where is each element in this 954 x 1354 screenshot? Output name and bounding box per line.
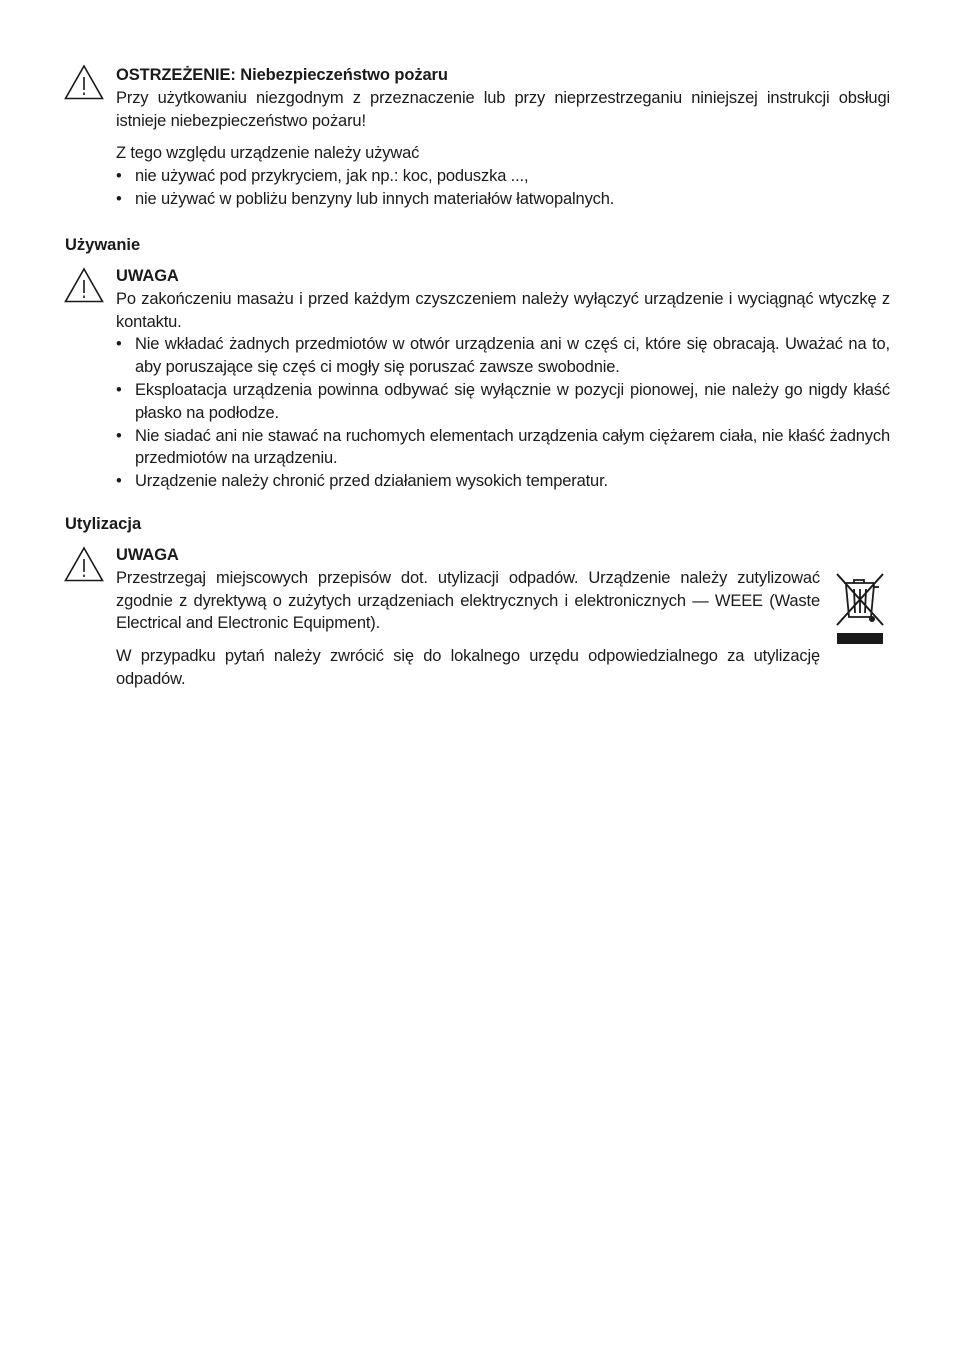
list-item: • Nie siadać ani nie stawać na ruchomych elementach urządzenia całym ciężarem ciała, nie kłaść żadnych przedmiotów na urządzeniu.	[116, 425, 890, 471]
fire-warning-paragraph: Przy użytkowaniu niezgodnym z przeznaczenie lub przy nieprzestrzeganiu niniejszej instrukcji obsługi istnieje niebezpieczeństwo pożaru!	[116, 88, 890, 130]
usage-warning-title: UWAGA	[116, 267, 179, 285]
fire-warning-list	[116, 165, 890, 211]
usage-warning-list	[116, 333, 890, 493]
list-item: • Eksploatacja urządzenia powinna odbywać się wyłącznie w pozycji pionowej, nie należy go nigdy kłaść płasko na podłodze.	[116, 379, 890, 425]
warning-triangle-icon	[64, 267, 104, 303]
fire-warning	[116, 64, 890, 211]
section-heading-disposal: Utylizacja	[65, 515, 142, 533]
disposal-warning	[116, 544, 820, 691]
crossed-out-wheelie-bin-icon	[834, 571, 886, 645]
list-item: • Nie wkładać żadnych przedmiotów w otwór urządzenia ani w częś ci, które się obracają. Uważać na to, aby poruszające się częś ci mogły się poruszać zawsze swobodnie.	[116, 333, 890, 379]
list-item: • nie używać w pobliżu benzyny lub innych materiałów łatwopalnych.	[116, 188, 890, 211]
section-heading-usage: Używanie	[65, 236, 141, 254]
disposal-warning-paragraph: Przestrzegaj miejscowych przepisów dot. utylizacji odpadów. Urządzenie należy zutylizować zgodnie z dyrektywą o zużytych urządzeniach elektrycznych i elektronicznych — WEEE (Waste Electrical and Electronic Equipment).	[116, 568, 820, 633]
disposal-warning-title: UWAGA	[116, 546, 179, 564]
warning-triangle-icon	[64, 64, 104, 100]
fire-warning-title: OSTRZEŻENIE: Niebezpieczeństwo pożaru	[116, 66, 448, 84]
list-item: • nie używać pod przykryciem, jak np.: koc, poduszka ...,	[116, 165, 890, 188]
disposal-contact-paragraph: W przypadku pytań należy zwrócić się do lokalnego urzędu odpowiedzialnego za utylizację odpadów.	[116, 647, 820, 688]
warning-triangle-icon	[64, 546, 104, 582]
usage-warning	[116, 265, 890, 493]
fire-warning-intro: Z tego względu urządzenie należy używać	[116, 144, 420, 163]
list-item: • Urządzenie należy chronić przed działaniem wysokich temperatur.	[116, 470, 890, 493]
usage-warning-paragraph: Po zakończeniu masażu i przed każdym czyszczeniem należy wyłączyć urządzenie i wyciągnąć wtyczkę z kontaktu.	[116, 289, 890, 331]
